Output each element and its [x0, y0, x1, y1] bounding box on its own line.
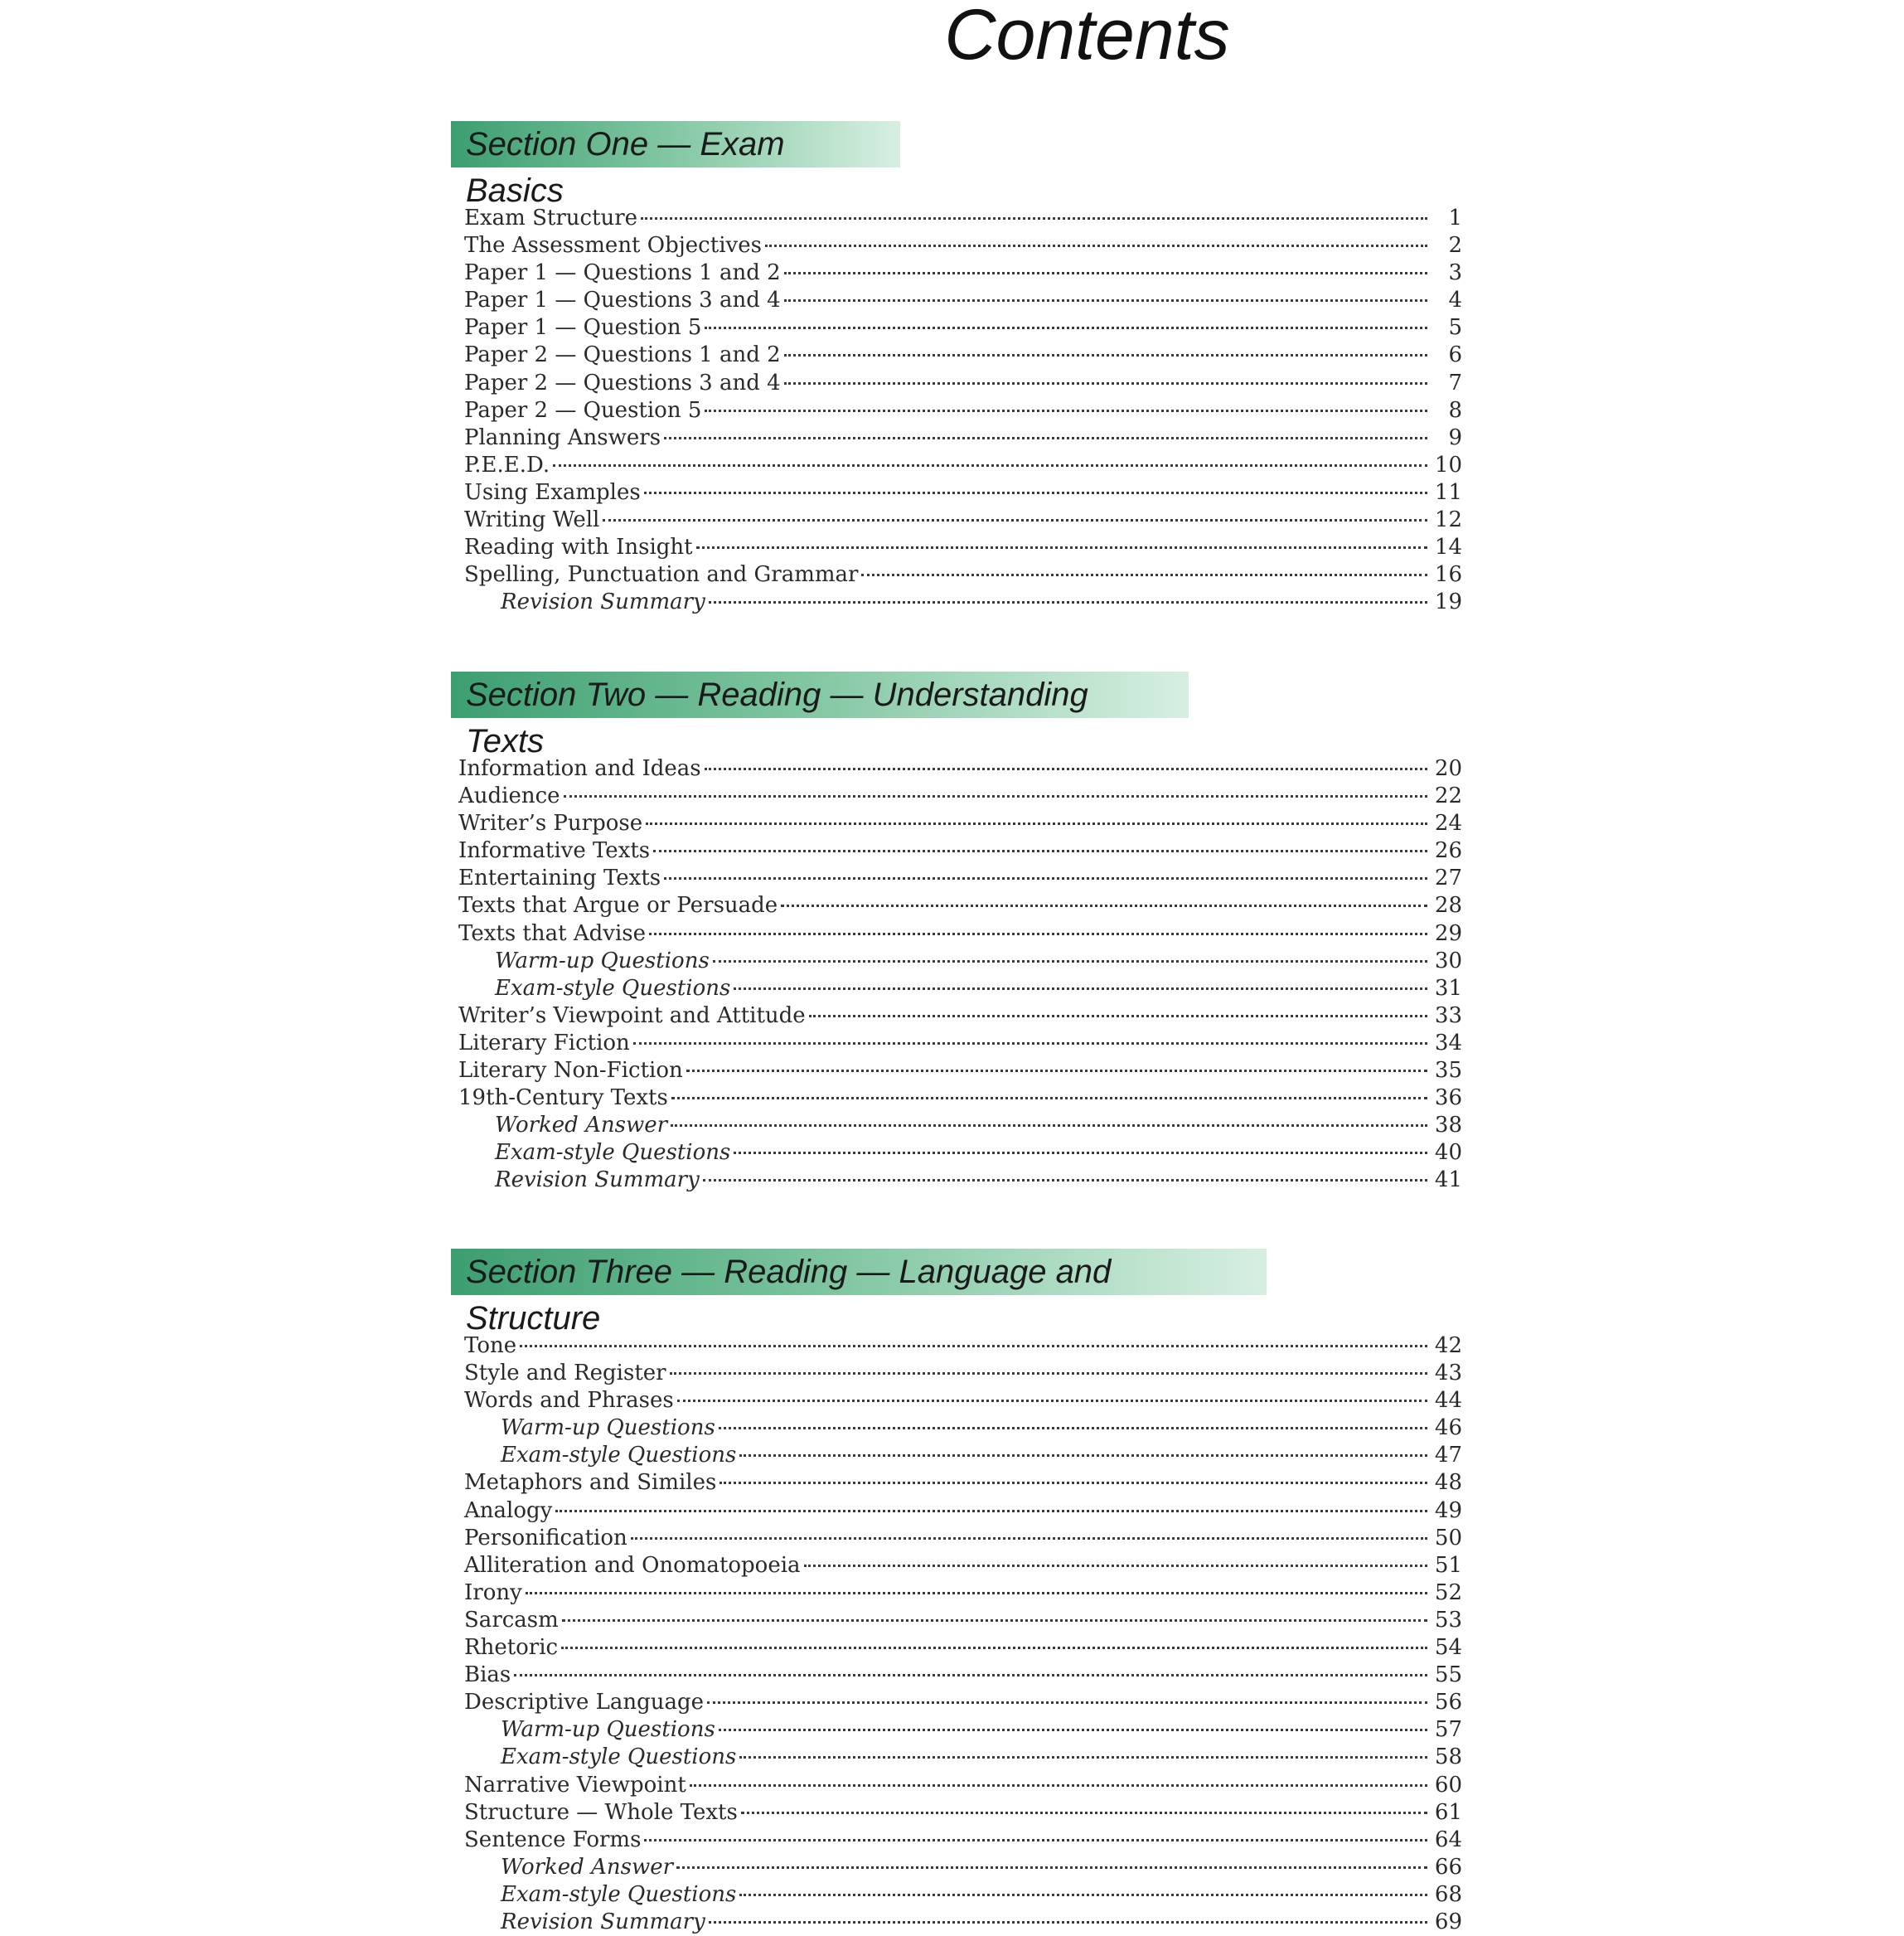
toc-entry-title: Paper 1 — Questions 3 and 4 — [464, 288, 781, 313]
dot-leader — [646, 822, 1427, 825]
toc-entry — [464, 1552, 1462, 1579]
dot-leader — [809, 1015, 1427, 1017]
toc-entry-title: Alliteration and Onomatopoeia — [464, 1552, 801, 1578]
toc-entry-page: 20 — [1434, 756, 1462, 781]
toc-entry-title: The Assessment Objectives — [464, 233, 762, 259]
dot-leader — [686, 1070, 1427, 1072]
dot-leader — [734, 987, 1427, 990]
dot-leader — [671, 1097, 1427, 1099]
dot-leader — [734, 1152, 1427, 1154]
toc-entry — [464, 1497, 1462, 1525]
toc-entry-title: Warm-up Questions — [501, 1415, 715, 1441]
toc-entry — [464, 1360, 1462, 1387]
toc-entry — [464, 1827, 1462, 1854]
dot-leader — [676, 1866, 1427, 1869]
toc-entry-page: 48 — [1434, 1470, 1462, 1496]
toc-entry-title: Exam-style Questions — [501, 1881, 737, 1907]
toc-entry — [464, 232, 1462, 260]
toc-entry-title: Informative Texts — [458, 838, 651, 864]
dot-leader — [707, 1701, 1427, 1704]
dot-leader — [739, 1454, 1427, 1457]
dot-leader — [644, 492, 1427, 494]
toc-entry-title: Revision Summary — [501, 1909, 705, 1934]
toc-entry — [464, 1772, 1462, 1799]
toc-entry-title: Paper 2 — Questions 1 and 2 — [464, 342, 781, 368]
toc-entry — [464, 1579, 1462, 1607]
dot-leader — [641, 217, 1427, 220]
toc-entry-title: Descriptive Language — [464, 1690, 705, 1715]
section-header: Section One — Exam Basics — [451, 121, 900, 167]
toc-entry-page: 53 — [1434, 1607, 1462, 1633]
toc-entry — [464, 589, 1462, 616]
toc-entry — [464, 314, 1462, 342]
toc-entry — [464, 397, 1462, 425]
dot-leader — [804, 1565, 1427, 1567]
toc-entry — [464, 1689, 1462, 1716]
toc-entry — [464, 425, 1462, 452]
toc-entry-title: Using Examples — [464, 479, 641, 505]
dot-leader — [784, 299, 1427, 302]
toc-entry-page: 3 — [1448, 260, 1462, 286]
dot-leader — [784, 382, 1427, 385]
toc-entry — [464, 1607, 1462, 1634]
dot-leader — [709, 1921, 1427, 1924]
section-one — [451, 121, 1462, 616]
toc-entry-page: 6 — [1448, 342, 1462, 368]
toc-entry-page: 27 — [1434, 866, 1462, 891]
toc-entry-title: Revision Summary — [501, 590, 705, 615]
dot-leader — [631, 1537, 1427, 1540]
toc-entry-page: 51 — [1434, 1552, 1462, 1578]
dot-leader — [703, 1179, 1427, 1181]
toc-entry — [458, 837, 1462, 865]
dot-leader — [526, 1592, 1427, 1594]
toc-entry-title: Personification — [464, 1525, 627, 1550]
toc-entry-page: 40 — [1434, 1140, 1462, 1166]
toc-entry-page: 38 — [1434, 1113, 1462, 1138]
dot-leader — [562, 1619, 1427, 1622]
toc-entry-page: 64 — [1434, 1827, 1462, 1852]
toc-entry — [464, 1662, 1462, 1689]
dot-leader — [719, 1729, 1427, 1731]
toc-entry-page: 66 — [1434, 1854, 1462, 1880]
toc-entry — [458, 975, 1462, 1002]
toc-entry-title: P.E.E.D. — [464, 452, 550, 478]
dot-leader — [705, 327, 1427, 329]
toc-entry-page: 1 — [1448, 206, 1462, 230]
toc-entry-title: Writing Well — [464, 507, 600, 533]
dot-leader — [633, 1042, 1427, 1045]
toc-entry-title: Rhetoric — [464, 1635, 559, 1661]
toc-entry — [464, 1387, 1462, 1414]
toc-entry — [464, 342, 1462, 369]
dot-leader — [705, 768, 1427, 770]
toc-entry — [464, 534, 1462, 561]
toc-entry — [458, 810, 1462, 837]
toc-entry-page: 56 — [1434, 1690, 1462, 1715]
dot-leader — [739, 1894, 1427, 1896]
toc-entry-page: 46 — [1434, 1415, 1462, 1441]
toc-entry-page: 47 — [1434, 1443, 1462, 1468]
dot-leader — [784, 272, 1427, 274]
toc-entry — [464, 1716, 1462, 1744]
toc-entry-title: Warm-up Questions — [501, 1717, 715, 1743]
toc-entry-page: 43 — [1434, 1361, 1462, 1386]
toc-entry — [464, 205, 1462, 232]
dot-leader — [677, 1400, 1427, 1402]
toc-entry — [464, 1469, 1462, 1497]
toc-entry — [464, 1442, 1462, 1469]
toc-entry-page: 61 — [1434, 1799, 1462, 1825]
dot-leader — [514, 1674, 1427, 1676]
toc-entry-page: 41 — [1434, 1167, 1462, 1193]
toc-entry-page: 2 — [1448, 233, 1462, 259]
toc-entry-title: Entertaining Texts — [458, 866, 661, 891]
toc-entry-title: Revision Summary — [495, 1167, 700, 1193]
section-three — [451, 1249, 1462, 1936]
toc-entry — [464, 561, 1462, 589]
toc-entry — [458, 755, 1462, 783]
toc-entry-title: Reading with Insight — [464, 535, 693, 560]
toc-entry — [464, 479, 1462, 507]
toc-entry — [458, 1139, 1462, 1167]
toc-entry-title: Exam-style Questions — [501, 1443, 737, 1468]
toc-entry-title: Exam-style Questions — [495, 1140, 731, 1166]
toc-entry — [458, 1112, 1462, 1139]
toc-entry-page: 69 — [1434, 1909, 1462, 1934]
toc-entry-title: 19th-Century Texts — [458, 1085, 668, 1111]
toc-entry-title: Structure — Whole Texts — [464, 1799, 738, 1825]
toc-entry-title: Irony — [464, 1579, 522, 1605]
toc-entry-title: Bias — [464, 1662, 511, 1688]
toc-entry-title: Literary Non-Fiction — [458, 1058, 683, 1084]
toc-entry-page: 22 — [1434, 784, 1462, 809]
toc-entry — [464, 1525, 1462, 1552]
toc-entry-title: Texts that Advise — [458, 920, 646, 946]
toc-entry — [458, 1002, 1462, 1030]
toc-entry-title: Literary Fiction — [458, 1030, 630, 1055]
toc-entry-page: 29 — [1434, 920, 1462, 946]
toc-entry-title: Writer’s Viewpoint and Attitude — [458, 1002, 806, 1028]
dot-leader — [664, 437, 1427, 439]
toc-entry-page: 4 — [1448, 288, 1462, 313]
toc-entry-page: 44 — [1434, 1388, 1462, 1414]
toc-entry-page: 36 — [1434, 1085, 1462, 1111]
toc-entry-page: 12 — [1434, 507, 1462, 533]
toc-entry-title: Metaphors and Similes — [464, 1470, 717, 1496]
toc-entry-page: 16 — [1434, 562, 1462, 588]
toc-entry-title: Exam-style Questions — [501, 1744, 737, 1770]
toc-entry-page: 5 — [1448, 315, 1462, 341]
toc-entry — [464, 260, 1462, 287]
toc-entry-page: 35 — [1434, 1058, 1462, 1084]
toc-entry-title: Information and Ideas — [458, 756, 701, 781]
toc-entry-page: 14 — [1434, 535, 1462, 560]
toc-entry — [464, 452, 1462, 479]
dot-leader — [784, 354, 1427, 357]
section-two — [451, 672, 1462, 1195]
toc-entry — [464, 1799, 1462, 1827]
toc-entry-title: Sarcasm — [464, 1607, 559, 1633]
dot-leader — [713, 960, 1427, 963]
toc-entry — [464, 370, 1462, 397]
section-header: Section Two — Reading — Understanding Texts — [451, 672, 1189, 718]
toc-entry-page: 57 — [1434, 1717, 1462, 1743]
toc-entry-page: 54 — [1434, 1635, 1462, 1661]
dot-leader — [705, 410, 1427, 412]
dot-leader — [690, 1784, 1427, 1787]
toc-entry-page: 60 — [1434, 1772, 1462, 1798]
toc-entry-title: Narrative Viewpoint — [464, 1772, 686, 1798]
toc-list — [464, 205, 1462, 616]
toc-entry-page: 26 — [1434, 838, 1462, 864]
toc-entry — [458, 783, 1462, 810]
dot-leader — [555, 1510, 1427, 1512]
toc-entry-title: Tone — [464, 1333, 517, 1358]
toc-entry-title: Words and Phrases — [464, 1388, 674, 1414]
section-header: Section Three — Reading — Language and Structure — [451, 1249, 1267, 1295]
toc-list — [464, 1332, 1462, 1936]
toc-entry-title: Worked Answer — [501, 1854, 674, 1880]
toc-entry-page: 24 — [1434, 811, 1462, 837]
dot-leader — [664, 877, 1427, 880]
toc-entry — [458, 920, 1462, 948]
toc-entry-page: 42 — [1434, 1333, 1462, 1358]
toc-entry — [458, 1167, 1462, 1194]
toc-entry-title: Paper 2 — Question 5 — [464, 397, 702, 423]
dot-leader — [520, 1345, 1427, 1347]
toc-entry — [464, 1414, 1462, 1442]
dot-leader — [719, 1427, 1427, 1429]
toc-list — [458, 755, 1462, 1195]
toc-entry — [458, 1030, 1462, 1057]
toc-entry — [464, 1744, 1462, 1771]
toc-entry-page: 58 — [1434, 1744, 1462, 1770]
toc-entry-title: Exam-style Questions — [495, 975, 731, 1001]
toc-entry-title: Style and Register — [464, 1361, 666, 1386]
toc-entry-page: 10 — [1434, 452, 1462, 478]
toc-entry-page: 52 — [1434, 1579, 1462, 1605]
toc-entry-title: Spelling, Punctuation and Grammar — [464, 562, 859, 588]
toc-entry-page: 33 — [1434, 1002, 1462, 1028]
toc-entry — [464, 1881, 1462, 1909]
dot-leader — [553, 464, 1427, 467]
toc-entry-page: 7 — [1448, 370, 1462, 395]
toc-entry-title: Exam Structure — [464, 206, 638, 230]
toc-entry-page: 19 — [1434, 590, 1462, 615]
toc-entry — [464, 507, 1462, 534]
toc-entry-title: Writer’s Purpose — [458, 811, 643, 837]
page-title: Contents — [944, 0, 1230, 75]
dot-leader — [671, 1124, 1427, 1127]
toc-entry-page: 11 — [1434, 479, 1462, 505]
toc-entry-page: 31 — [1434, 975, 1462, 1001]
toc-entry-title: Paper 1 — Question 5 — [464, 315, 702, 341]
toc-entry-page: 68 — [1434, 1881, 1462, 1907]
toc-entry — [464, 287, 1462, 314]
toc-entry-title: Texts that Argue or Persuade — [458, 893, 778, 919]
toc-entry-page: 34 — [1434, 1030, 1462, 1055]
toc-entry — [464, 1634, 1462, 1662]
dot-leader — [709, 601, 1427, 604]
dot-leader — [649, 933, 1427, 935]
dot-leader — [670, 1372, 1427, 1375]
toc-entry-page: 28 — [1434, 893, 1462, 919]
dot-leader — [741, 1812, 1427, 1814]
dot-leader — [644, 1839, 1427, 1841]
toc-entry-title: Paper 1 — Questions 1 and 2 — [464, 260, 781, 286]
toc-entry-page: 30 — [1434, 948, 1462, 973]
toc-entry — [458, 1057, 1462, 1084]
toc-entry-page: 8 — [1448, 397, 1462, 423]
toc-entry-title: Planning Answers — [464, 425, 661, 450]
toc-entry-title: Analogy — [464, 1497, 553, 1523]
toc-entry-title: Paper 2 — Questions 3 and 4 — [464, 370, 781, 395]
dot-leader — [719, 1482, 1427, 1484]
toc-entry-title: Audience — [458, 784, 560, 809]
dot-leader — [861, 574, 1427, 576]
toc-entry — [464, 1332, 1462, 1360]
toc-entry-title: Warm-up Questions — [495, 948, 710, 973]
toc-entry — [464, 1909, 1462, 1936]
dot-leader — [603, 519, 1427, 522]
toc-entry-page: 55 — [1434, 1662, 1462, 1688]
dot-leader — [765, 245, 1427, 247]
toc-entry — [458, 948, 1462, 975]
dot-leader — [564, 795, 1427, 798]
toc-entry-page: 9 — [1448, 425, 1462, 450]
dot-leader — [561, 1647, 1427, 1649]
dot-leader — [653, 850, 1427, 852]
toc-entry — [458, 892, 1462, 919]
toc-entry-title: Sentence Forms — [464, 1827, 642, 1852]
toc-entry — [458, 865, 1462, 892]
dot-leader — [696, 546, 1427, 549]
toc-entry — [458, 1084, 1462, 1112]
toc-entry-title: Worked Answer — [495, 1113, 668, 1138]
toc-entry-page: 49 — [1434, 1497, 1462, 1523]
toc-entry — [464, 1854, 1462, 1881]
dot-leader — [739, 1756, 1427, 1759]
dot-leader — [781, 905, 1427, 907]
toc-entry-page: 50 — [1434, 1525, 1462, 1550]
